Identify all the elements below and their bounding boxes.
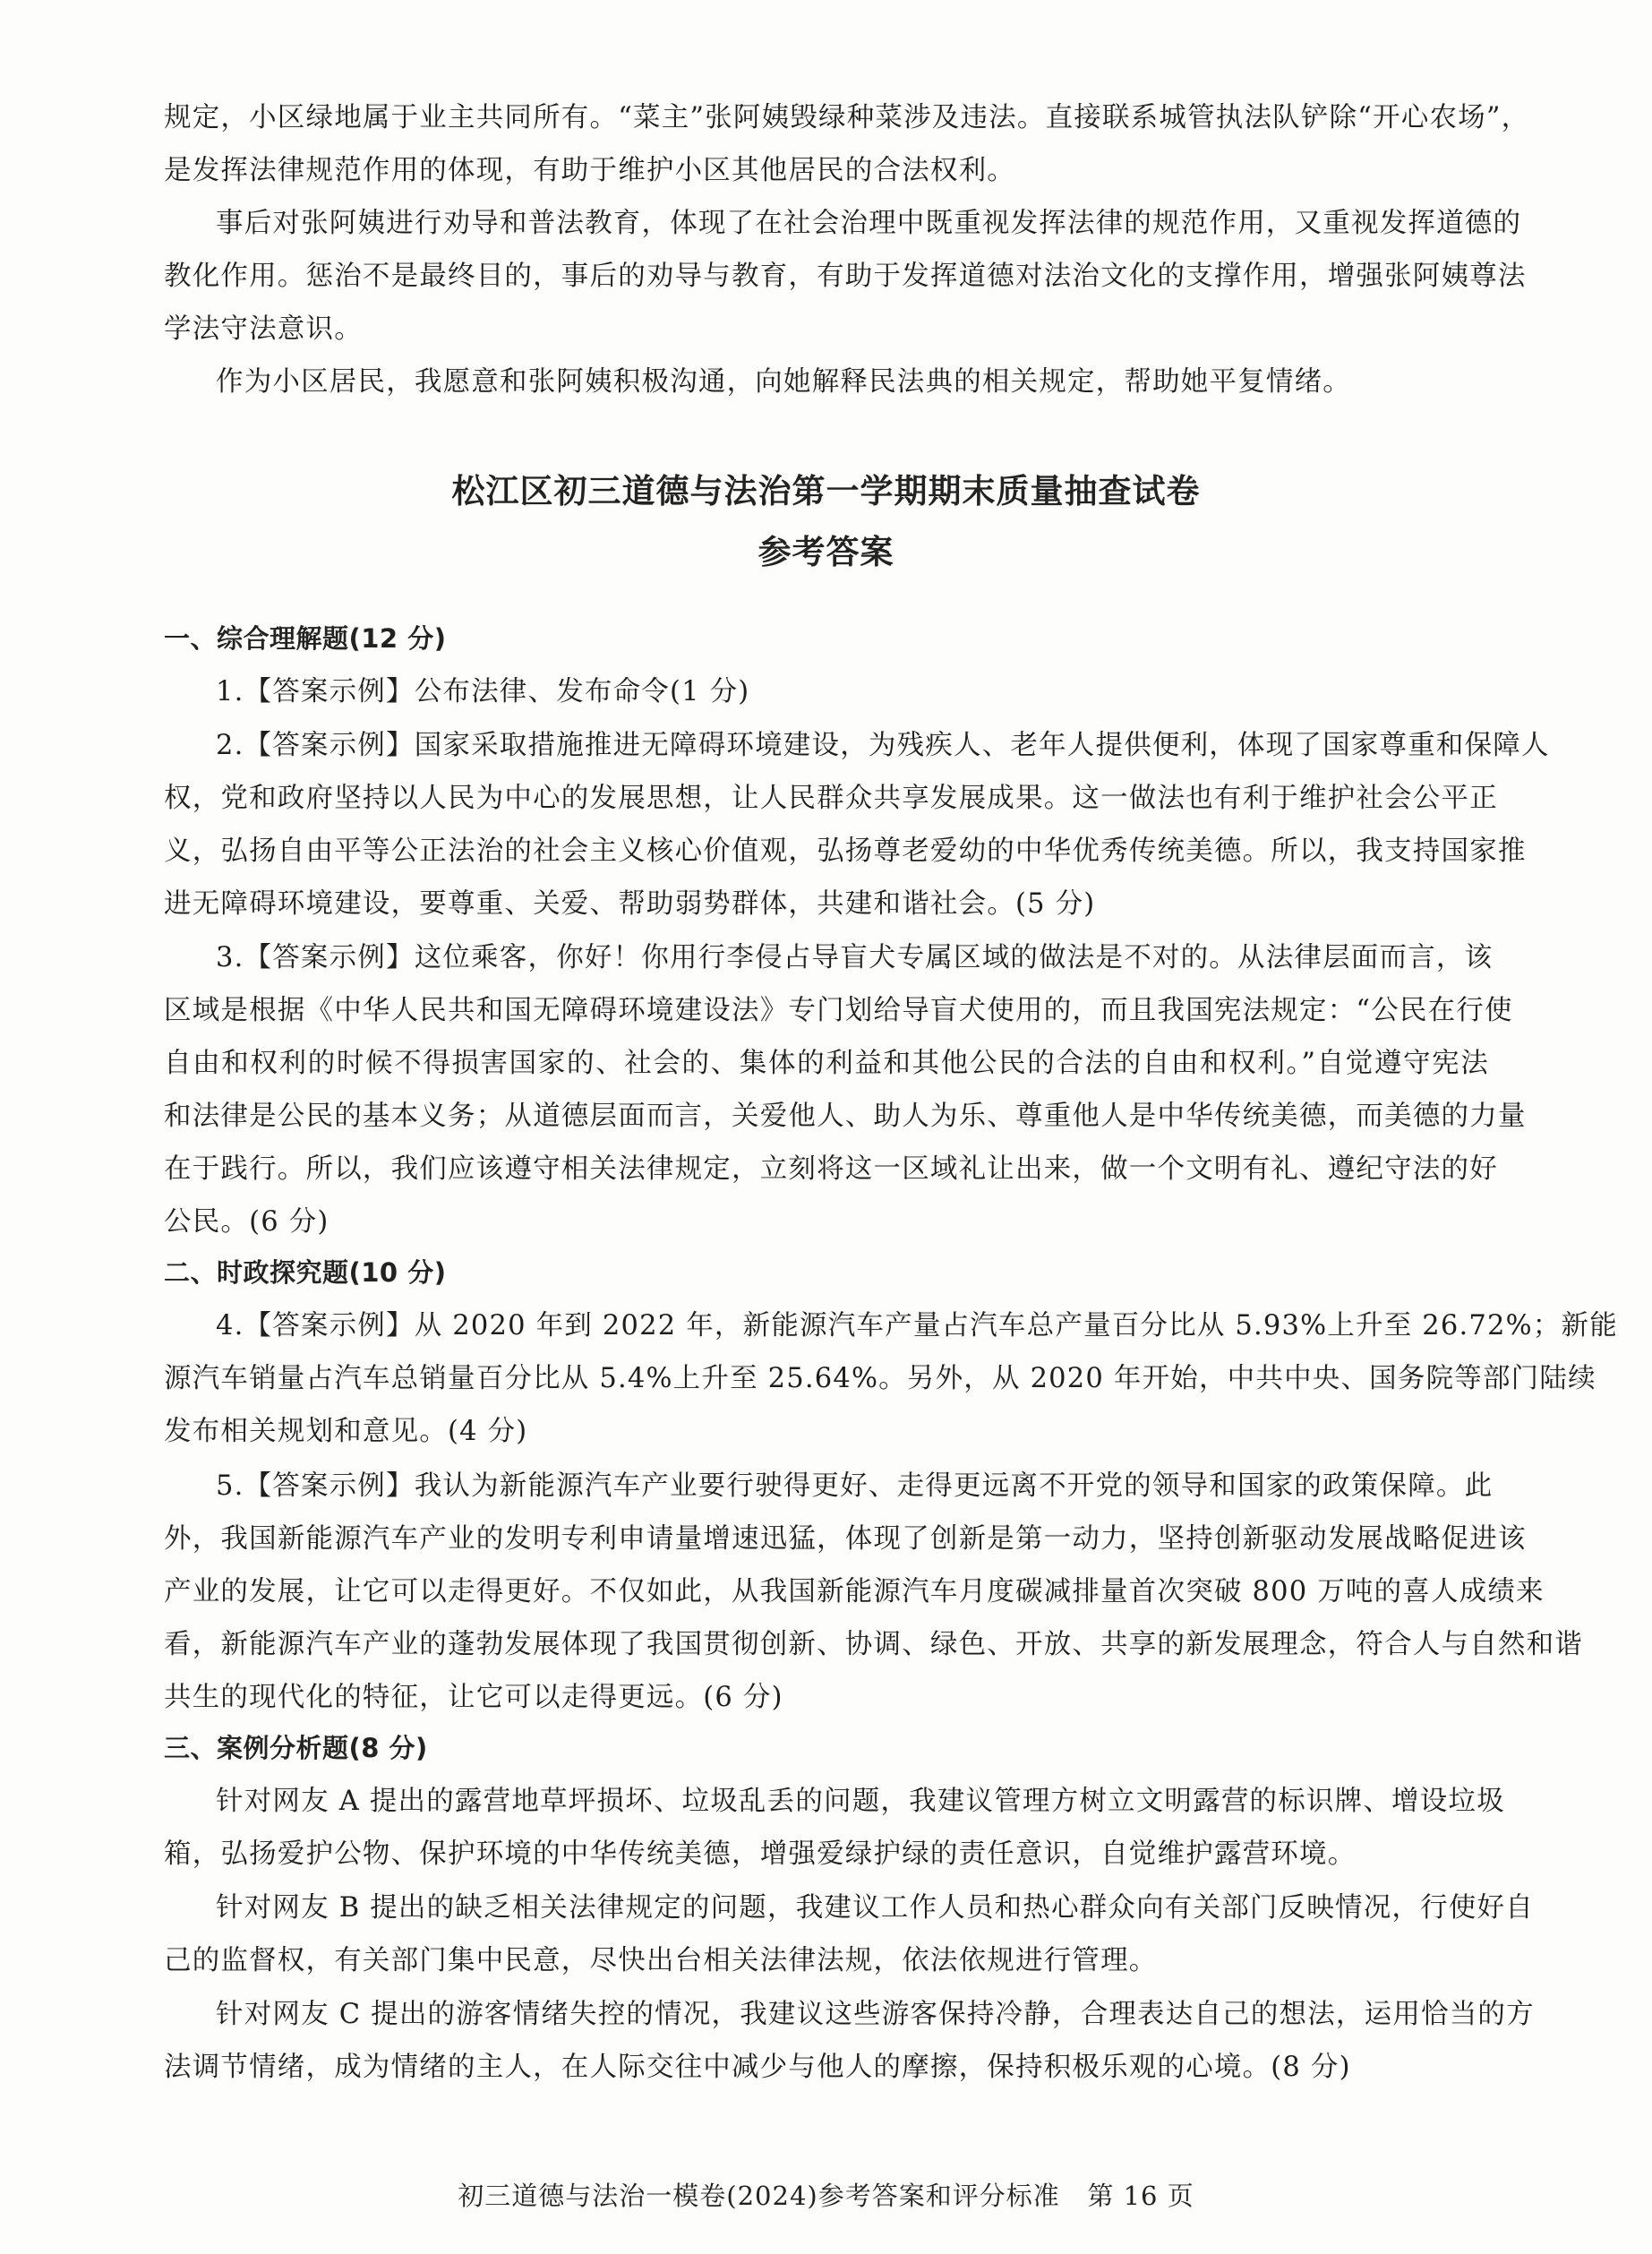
intro-line: 学法守法意识。 xyxy=(164,313,363,345)
intro-line: 规定，小区绿地属于业主共同所有。“菜主”张阿姨毁绿种菜涉及违法。直接联系城管执法队铲除“开心农场”， xyxy=(164,102,1530,133)
answer-line: 源汽车销量占汽车总销量百分比从 5.4%上升至 25.64%。另外，从 2020 年开始，中共中央、国务院等部门陆续 xyxy=(164,1363,1596,1394)
answer-line: 共生的现代化的特征，让它可以走得更远。(6 分) xyxy=(164,1682,783,1713)
answer-line: 看，新能源汽车产业的蓬勃发展体现了我国贯彻创新、协调、绿色、开放、共享的新发展理念，符合人与自然和谐 xyxy=(164,1629,1583,1660)
answer-line: 5.【答案示例】我认为新能源汽车产业要行驶得更好、走得更远离不开党的领导和国家的政策保障。此 xyxy=(216,1470,1494,1502)
answer-line: 产业的发展，让它可以走得更好。不仅如此，从我国新能源汽车月度碳减排量首次突破 800 万吨的喜人成绩来 xyxy=(164,1576,1545,1607)
page-title: 松江区初三道德与法治第一学期期末质量抽查试卷 xyxy=(451,472,1201,510)
section-heading: 三、案例分析题(8 分) xyxy=(164,1733,428,1763)
answer-line: 发布相关规划和意见。(4 分) xyxy=(164,1416,528,1447)
page-number: 第 16 页 xyxy=(1087,2181,1194,2211)
answer-line: 箱，弘扬爱护公物、保护环境的中华传统美德，增强爱绿护绿的责任意识，自觉维护露营环境。 xyxy=(164,1838,1357,1870)
page-footer xyxy=(0,2176,1652,2213)
answer-line: 外，我国新能源汽车产业的发明专利申请量增速迅猛，体现了创新是第一动力，坚持创新驱动发展战略促进该 xyxy=(164,1523,1527,1555)
intro-line: 教化作用。惩治不是最终目的，事后的劝导与教育，有助于发挥道德对法治文化的支撑作用，增强张阿姨尊法 xyxy=(164,261,1527,292)
answer-line: 针对网友 B 提出的缺乏相关法律规定的问题，我建议工作人员和热心群众向有关部门反映情况，行使好自 xyxy=(216,1892,1534,1924)
answer-line: 针对网友 A 提出的露营地草坪损坏、垃圾乱丢的问题，我建议管理方树立文明露营的标识牌、增设垃圾 xyxy=(216,1786,1505,1817)
answer-line: 在于践行。所以，我们应该遵守相关法律规定，立刻将这一区域礼让出来，做一个文明有礼、遵纪守法的好 xyxy=(164,1153,1498,1185)
answer-line: 4.【答案示例】从 2020 年到 2022 年，新能源汽车产量占汽车总产量百分比从 5.93%上升至 26.72%；新能 xyxy=(216,1310,1618,1341)
answer-line: 自由和权利的时候不得损害国家的、社会的、集体的利益和其他公民的合法的自由和权利。”自觉遵守宪法 xyxy=(164,1048,1489,1079)
answer-line: 3.【答案示例】这位乘客，你好！你用行李侵占导盲犬专属区域的做法是不对的。从法律层面而言，该 xyxy=(216,942,1494,973)
section-heading: 一、综合理解题(12 分) xyxy=(164,623,447,654)
section-heading: 二、时政探究题(10 分) xyxy=(164,1257,447,1288)
answer-line: 己的监督权，有关部门集中民意，尽快出台相关法律法规，依法依规进行管理。 xyxy=(164,1945,1158,1976)
answer-line: 2.【答案示例】国家采取措施推进无障碍环境建设，为残疾人、老年人提供便利，体现了国家尊重和保障人 xyxy=(216,730,1550,761)
answer-line: 权，党和政府坚持以人民为中心的发展思想，让人民群众共享发展成果。这一做法也有利于维护社会公平正 xyxy=(164,783,1498,814)
answer-line: 和法律是公民的基本义务；从道德层面而言，关爱他人、助人为乐、尊重他人是中华传统美德，而美德的力量 xyxy=(164,1101,1527,1132)
answer-line: 针对网友 C 提出的游客情绪失控的情况，我建议这些游客保持冷静，合理表达自己的想法，运用恰当的方 xyxy=(216,1999,1535,2030)
answer-line: 区域是根据《中华人民共和国无障碍环境建设法》专门划给导盲犬使用的，而且我国宪法规定：“公民在行使 xyxy=(164,995,1513,1026)
intro-line: 事后对张阿姨进行劝导和普法教育，体现了在社会治理中既重视发挥法律的规范作用，又重视发挥道德的 xyxy=(216,208,1522,239)
intro-line: 是发挥法律规范作用的体现，有助于维护小区其他居民的合法权利。 xyxy=(164,155,1015,186)
answer-line: 公民。(6 分) xyxy=(164,1206,330,1238)
intro-line: 作为小区居民，我愿意和张阿姨积极沟通，向她解释民法典的相关规定，帮助她平复情绪。 xyxy=(216,366,1351,398)
answer-line: 义，弘扬自由平等公正法治的社会主义核心价值观，弘扬尊老爱幼的中华优秀传统美德。所以，我支持国家推 xyxy=(164,836,1527,867)
answer-line: 1.【答案示例】公布法律、发布命令(1 分) xyxy=(216,676,750,707)
footer-text: 初三道德与法治一模卷(2024)参考答案和评分标准 xyxy=(458,2181,1060,2211)
answer-line: 进无障碍环境建设，要尊重、关爱、帮助弱势群体，共建和谐社会。(5 分) xyxy=(164,888,1096,920)
page-subtitle: 参考答案 xyxy=(758,533,894,571)
answer-line: 法调节情绪，成为情绪的主人，在人际交往中减少与他人的摩擦，保持积极乐观的心境。(8 分) xyxy=(164,2052,1351,2083)
